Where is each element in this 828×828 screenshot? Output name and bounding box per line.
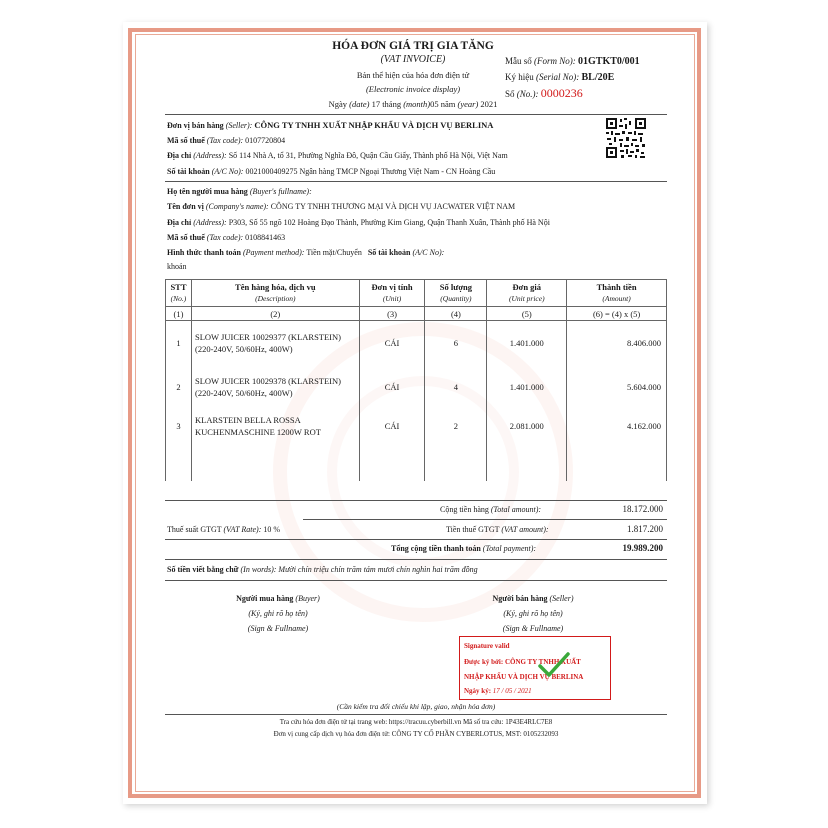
vat-rate: Thuế suất GTGT (VAT Rate): 10 %: [167, 525, 281, 534]
row-no: 2: [166, 365, 192, 409]
vat-amount-value: 1.817.200: [627, 524, 663, 534]
row-quantity: 4: [425, 365, 487, 409]
invoice-title: HÓA ĐƠN GIÁ TRỊ GIA TĂNG: [332, 40, 494, 52]
buyer-sign-note: (Ký, ghi rõ họ tên): [248, 609, 308, 618]
footer-note: (Cần kiểm tra đối chiếu khi lập, giao, nhận hóa đơn): [336, 702, 496, 711]
row-amount: 5.604.000: [567, 365, 667, 409]
divider: [165, 714, 667, 715]
col-number: (4): [425, 307, 487, 321]
invoice-paper: [123, 22, 707, 804]
table-row: [166, 321, 667, 365]
seller-tax-row: Mã số thuế (Tax code): 0107720804: [167, 136, 286, 145]
subtotal-label: Cộng tiền hàng (Total amount):: [440, 505, 542, 514]
vat-amount-label: Tiền thuế GTGT (VAT amount):: [446, 525, 549, 534]
divider: [165, 114, 667, 115]
footer-provider: Đơn vị cung cấp dịch vụ hóa đơn điện tử: CÔNG TY CỔ PHẦN CYBERLOTUS, MST: 0105232093: [273, 730, 559, 738]
seller-account-row: Số tài khoản (A/C No): 0021000409275 Ngân hàng TMCP Ngoại Thương Việt Nam - CN Hoàng Cầu: [167, 167, 496, 176]
row-description: SLOW JUICER 10029378 (KLARSTEIN) (220-240V, 50/60Hz, 400W): [191, 365, 359, 409]
row-unit: CÁI: [359, 365, 425, 409]
divider: [165, 539, 667, 540]
divider: [303, 519, 667, 520]
amount-in-words: Số tiền viết bằng chữ (In words): Mười chín triệu chín trăm tám mươi chín nghìn hai trăm đồng: [167, 565, 478, 574]
sign-date: Ngày ký: 17 / 05 / 2021: [464, 687, 532, 695]
table-row: [166, 365, 667, 409]
seller-sign-note: (Ký, ghi rõ họ tên): [503, 609, 563, 618]
divider: [165, 559, 667, 560]
col-number: (3): [359, 307, 425, 321]
invoice-date: Ngày (date) 17 tháng (month)05 năm (year) 2021: [328, 99, 498, 109]
buyer-payment-row: Hình thức thanh toán (Payment method): Tiền mặt/Chuyển Số tài khoản (A/C No):: [167, 248, 445, 257]
total-payment-value: 19.989.200: [622, 543, 663, 553]
buyer-company-row: Tên đơn vị (Company's name): CÔNG TY TNHH THƯƠNG MẠI VÀ DỊCH VỤ JACWATER VIỆT NAM: [167, 202, 516, 211]
row-quantity: 6: [425, 321, 487, 365]
footer-lookup: Tra cứu hóa đơn điện tử tại trang web: https://tracuu.cyberbill.vn Mã số tra cứu: 1P43E4RLC7E8: [279, 718, 553, 726]
seller-address-row: Địa chỉ (Address): Số 114 Nhà A, tổ 31, Phường Nghĩa Đô, Quận Cầu Giấy, Thành phố Hà Nội, Việt Nam: [167, 151, 508, 160]
buyer-signature-title: Người mua hàng (Buyer): [236, 594, 320, 603]
serial-number: Ký hiệu (Serial No): BL/20E: [505, 72, 615, 83]
col-header-unit: Đơn vị tính (Unit): [359, 280, 425, 307]
col-header-unit-price: Đơn giá (Unit price): [487, 280, 567, 307]
items-table: [165, 279, 667, 481]
row-unit-price: 1.401.000: [487, 365, 567, 409]
col-number: (5): [487, 307, 567, 321]
row-unit: CÁI: [359, 321, 425, 365]
col-header-no: STT (No.): [166, 280, 192, 307]
col-header-amount: Thành tiền (Amount): [567, 280, 667, 307]
col-header-description: Tên hàng hóa, dịch vụ (Description): [191, 280, 359, 307]
row-quantity: 2: [425, 409, 487, 443]
divider: [165, 500, 667, 501]
row-amount: 8.406.000: [567, 321, 667, 365]
row-no: 1: [166, 321, 192, 365]
row-no: 3: [166, 409, 192, 443]
divider: [165, 580, 667, 581]
table-header-row: [166, 280, 667, 307]
buyer-tax-row: Mã số thuế (Tax code): 0108841463: [167, 233, 286, 242]
buyer-fullname-row: Họ tên người mua hàng (Buyer's fullname):: [167, 187, 312, 196]
row-amount: 4.162.000: [567, 409, 667, 443]
display-note: Bản thể hiện của hóa đơn điện tử: [356, 70, 470, 80]
buyer-sign-note-en: (Sign & Fullname): [247, 624, 309, 633]
checkmark-icon: [538, 652, 570, 683]
invoice-number: Số (No.): 0000236: [505, 86, 583, 100]
form-number: Mẫu số (Form No): 01GTKT0/001: [505, 56, 640, 67]
table-row: [166, 409, 667, 443]
table-row-empty: [166, 443, 667, 481]
row-unit-price: 1.401.000: [487, 321, 567, 365]
invoice-title-en: (VAT INVOICE): [380, 54, 446, 65]
col-number: (6) = (4) x (5): [567, 307, 667, 321]
row-unit-price: 2.081.000: [487, 409, 567, 443]
total-payment-label: Tổng cộng tiền thanh toán (Total payment):: [391, 544, 537, 553]
col-header-quantity: Số lượng (Quantity): [425, 280, 487, 307]
row-description: KLARSTEIN BELLA ROSSA KUCHENMASCHINE 1200W ROT: [191, 409, 359, 443]
row-description: SLOW JUICER 10029377 (KLARSTEIN) (220-240V, 50/60Hz, 400W): [191, 321, 359, 365]
col-number: (2): [191, 307, 359, 321]
signed-by-line2: NHẬP KHẨU VÀ DỊCH VỤ BERLINA: [464, 673, 584, 681]
display-note-en: (Electronic invoice display): [365, 84, 461, 94]
buyer-account-wrap: khoản: [167, 262, 187, 271]
col-number: (1): [166, 307, 192, 321]
seller-name-row: Đơn vị bán hàng (Seller): CÔNG TY TNHH XUẤT NHẬP KHẨU VÀ DỊCH VỤ BERLINA: [167, 120, 494, 130]
seller-signature-title: Người bán hàng (Seller): [492, 594, 574, 603]
signature-valid-label: Signature valid: [464, 642, 510, 650]
subtotal-value: 18.172.000: [622, 504, 663, 514]
seller-sign-note-en: (Sign & Fullname): [502, 624, 564, 633]
row-unit: CÁI: [359, 409, 425, 443]
signed-by: Được ký bởi: CÔNG TY TNHH XUẤT: [464, 658, 581, 666]
divider: [165, 181, 667, 182]
column-number-row: [166, 307, 667, 321]
buyer-address-row: Địa chỉ (Address): P303, Số 55 ngõ 102 Hoàng Đạo Thành, Phường Kim Giang, Quận Thanh Xuân, Thành phố Hà Nội: [167, 218, 550, 227]
qr-code-icon: [606, 118, 646, 158]
